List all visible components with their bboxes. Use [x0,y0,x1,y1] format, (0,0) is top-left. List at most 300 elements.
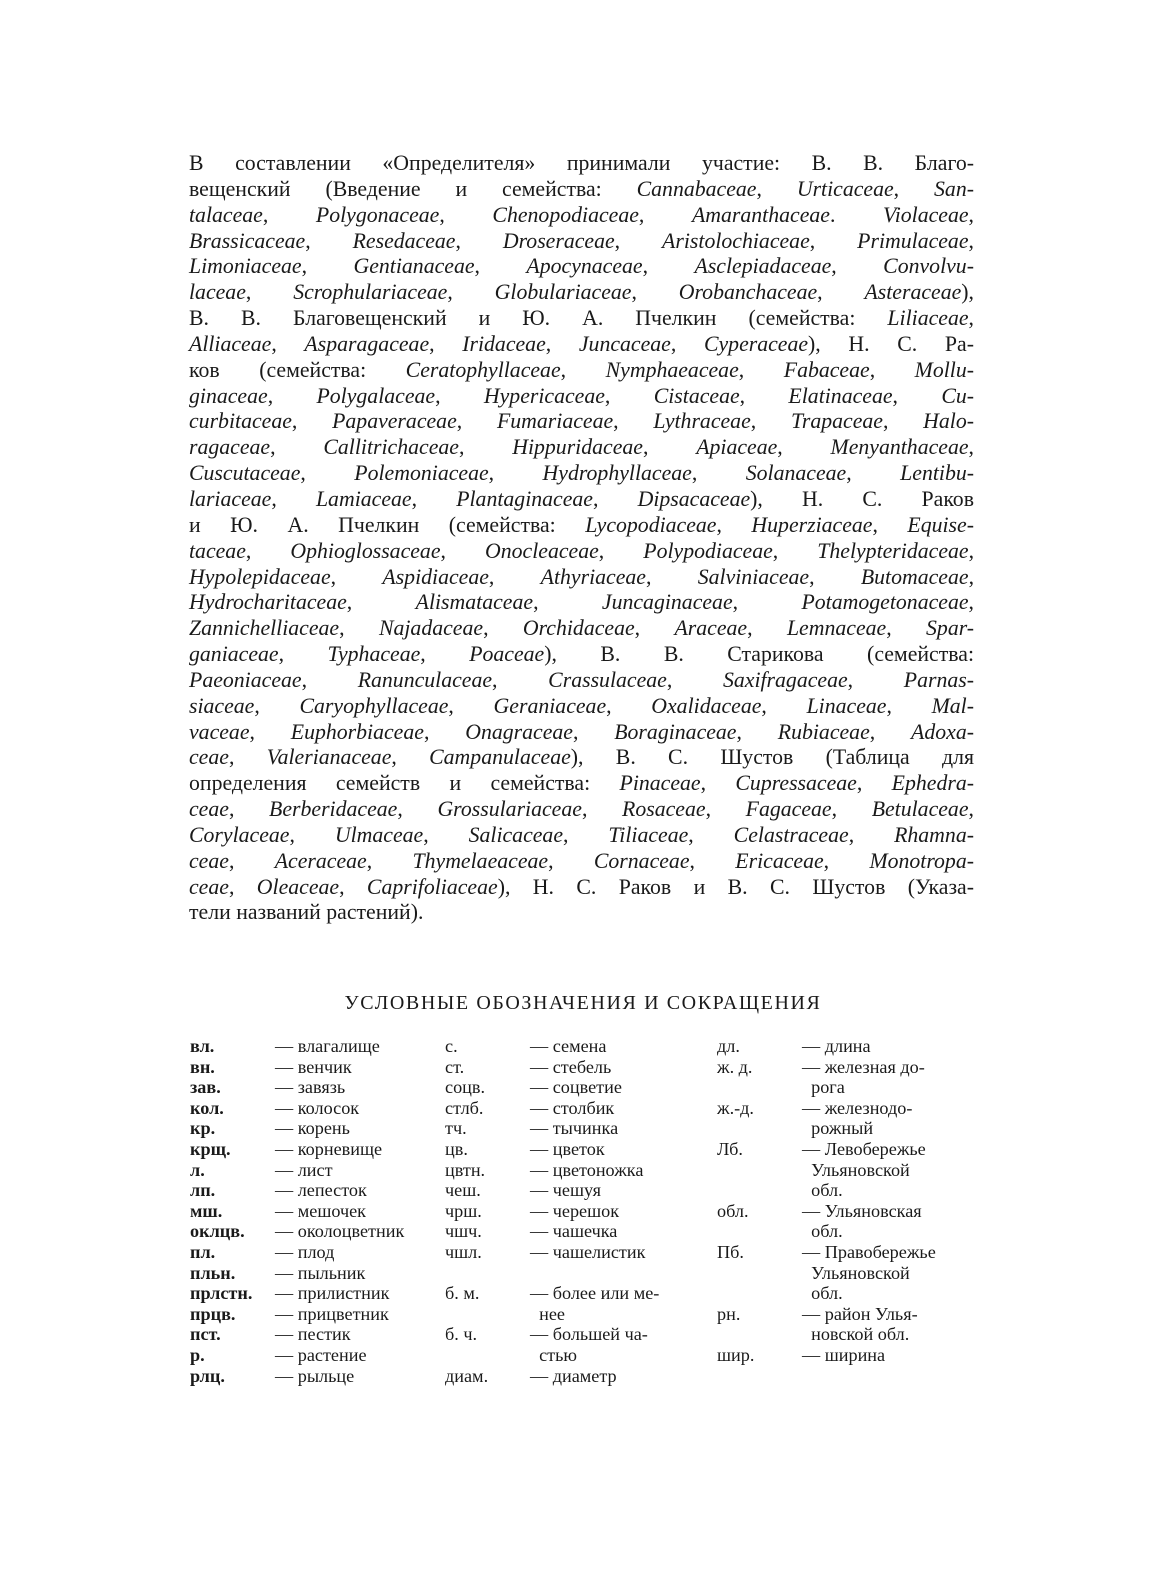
abbreviation-term [717,1160,802,1181]
paragraph-text: , [613,409,654,434]
family-name: Asteraceae [864,280,962,305]
paragraph-text: , [614,228,663,253]
paragraph-text: вещенский (Введение и семейства: [189,176,637,201]
abbreviation-meaning: — корень [275,1118,350,1139]
family-name: Ranunculaceae [357,667,493,692]
abbreviation-row [717,1098,970,1119]
paragraph-line [189,513,974,539]
family-name: Boraginaceae [614,719,737,744]
paragraph-text: , [228,874,257,899]
paragraph-line [189,177,974,203]
paragraph-line [189,797,974,823]
paragraph-text: , [882,409,924,434]
paragraph-text: , [634,616,675,641]
abbreviation-row [717,1242,970,1263]
paragraph-text: , [420,642,470,667]
paragraph-text: , [339,616,379,641]
paragraph-text: и Ю. А. Пчелкин (семейства: [189,512,586,537]
abbreviation-term: чшч. [445,1221,482,1242]
paragraph-text: , [968,590,974,615]
paragraph-text: , [563,822,609,847]
paragraph-text: , [761,693,807,718]
abbreviation-meaning: обл. [802,1180,843,1201]
paragraph-text: , [606,693,652,718]
paragraph-text: , [397,797,438,822]
abbreviation-row [190,1242,404,1263]
abbreviation-row [717,1160,970,1181]
family-name: Celastraceae [733,822,849,847]
paragraph-text: , [642,254,695,279]
family-name: ginaceae [189,383,268,408]
family-name: Hippuridaceae [512,435,643,460]
abbreviation-term: рн. [717,1303,741,1324]
family-name: Orchidaceae [522,616,635,641]
family-name: Rosaceae [622,797,706,822]
paragraph-text: , [886,693,932,718]
paragraph-text: , [305,228,353,253]
abbreviation-term: ст. [445,1056,465,1077]
paragraph-text: , [848,822,895,847]
paragraph-text: , [429,331,463,356]
paragraph-text: , [278,642,328,667]
paragraph-text: , [301,254,354,279]
family-name: Campanulaceae [429,745,571,770]
family-name: Brassicaceae [189,228,306,253]
paragraph-text: , [872,512,908,537]
abbreviation-meaning: — более или ме- [530,1283,660,1304]
abbreviation-term [717,1077,802,1098]
paragraph-text: , [705,797,746,822]
family-name: Dipsacaceae [637,486,751,511]
abbreviation-meaning: — чешуя [530,1180,601,1201]
abbreviation-meaning: — соцветие [530,1077,622,1098]
abbreviation-row [190,1180,404,1201]
family-name: Cistaceae [653,383,740,408]
paragraph-text: , [886,616,927,641]
family-name: talaceae [189,202,263,227]
paragraph-text: , [301,667,358,692]
family-name: Ericaceae [735,848,824,873]
family-name: Fagaceae [745,797,832,822]
abbreviation-term: прцв. [190,1303,236,1324]
abbreviation-meaning: — железная до- [802,1056,925,1077]
paragraph-text: , [300,461,355,486]
family-name: Hypericaceae [483,383,605,408]
paragraph-line [189,539,974,565]
family-name: Polemoniaceae [354,461,489,486]
abbreviation-term: тч. [445,1118,467,1139]
abbreviation-row [445,1057,659,1078]
abbreviation-row [190,1263,404,1284]
paragraph-text: В составлении «Определителя» принимали участие: В. В. Благо- [189,151,974,175]
paragraph-text: , [666,667,723,692]
paragraph-text: ), В. В. Старикова (семейства: [544,642,974,667]
abbreviation-meaning: — венчик [275,1056,352,1077]
abbreviation-term: лп. [190,1180,216,1201]
family-name: Solanaceae [745,461,847,486]
abbreviation-term [717,1180,802,1201]
abbreviation-term: мш. [190,1200,223,1221]
family-name: ceae [189,874,229,899]
paragraph-line [189,487,974,513]
paragraph-text: , [645,564,698,589]
paragraph-text: , [271,331,305,356]
abbreviation-row [717,1118,970,1139]
family-name: Cannabaceae [636,176,757,201]
abbreviation-meaning: — район Улья- [802,1303,918,1324]
abbreviation-meaning: — околоцветник [275,1221,405,1242]
abbreviation-meaning: — цветок [530,1138,605,1159]
paragraph-text: , [604,383,654,408]
abbreviation-term: дл. [717,1036,740,1056]
abbreviation-row [445,1324,659,1345]
paragraph-line [189,358,974,384]
abbreviations-column-1 [190,1036,404,1386]
family-name: Valerianaceae [266,745,392,770]
paragraph-text: , [856,771,892,796]
paragraph-line [189,384,974,410]
abbreviation-term: цвтн. [445,1159,486,1180]
abbreviation-term: Лб. [717,1138,743,1159]
abbreviation-meaning: — мешочек [275,1200,366,1221]
abbreviation-row [445,1263,659,1284]
paragraph-text: , [750,409,791,434]
family-name: Adoxa- [911,719,974,744]
abbreviation-meaning: — пестик [275,1324,351,1345]
paragraph-text: , [968,538,975,563]
abbreviation-term: шир. [717,1344,755,1365]
paragraph-text: , [545,331,579,356]
family-name: Zannichelliaceae [189,616,340,641]
family-name: Nymphaeaceae [605,357,739,382]
paragraph-text: , [254,693,300,718]
paragraph-text: , [262,202,316,227]
abbreviation-term: б. м. [445,1283,480,1304]
abbreviation-row [190,1366,404,1387]
abbreviation-row [445,1077,659,1098]
family-name: Gentianaceae [353,254,475,279]
family-name: Caprifoliaceae [366,874,498,899]
paragraph-text: , [869,719,912,744]
family-name: Urticaceae [796,176,894,201]
family-name: Linaceae [806,693,887,718]
abbreviation-meaning: — тычинка [530,1118,619,1139]
abbreviation-term: б. ч. [445,1324,478,1345]
abbreviation-meaning: нее [530,1303,565,1324]
family-name: Typhaceae [327,642,421,667]
family-name: Cuscutaceae [189,461,301,486]
paragraph-text: , [846,461,901,486]
paragraph-text: , [456,409,497,434]
family-name: Aspidiaceae [382,564,489,589]
paragraph-text: , [435,383,484,408]
family-name: Halo- [923,409,975,434]
family-name: Polypodiaceae [643,538,773,563]
family-name: Juncaceae [578,331,671,356]
family-name: Ulmaceae [334,822,424,847]
family-name: Limoniaceae [189,254,302,279]
family-name: Monotropa- [869,848,974,873]
family-name: Berberidaceae [269,797,398,822]
abbreviation-term [717,1118,802,1139]
family-name: Violaceae [883,202,969,227]
family-name: Orobanchaceae [678,280,818,305]
abbreviation-row [190,1304,404,1325]
family-name: Hypolepidaceae [189,564,331,589]
abbreviation-meaning: — цветоножка [530,1159,644,1180]
abbreviation-term: ж.-д. [717,1097,754,1118]
family-name: Cu- [941,383,975,408]
family-name: Polygonaceae [315,202,440,227]
paragraph-text: , [447,280,495,305]
family-name: Aristolochiaceae [662,228,810,253]
abbreviation-meaning: — лепесток [275,1180,367,1201]
paragraph-text: , [670,331,704,356]
family-name: Liliaceae [887,306,969,331]
family-name: Crassulaceae [548,667,667,692]
paragraph-text: , [968,435,974,460]
family-name: ceae [189,745,229,770]
paragraph-text: , [642,435,697,460]
family-name: ceae [189,797,229,822]
paragraph-text: , [455,228,503,253]
abbreviation-meaning: — стебель [530,1056,612,1077]
paragraph-text: , [756,176,797,201]
family-name: Plantaginaceae [456,486,593,511]
paragraph-text: , [777,435,831,460]
paragraph-text: , [423,822,469,847]
family-name: Fabaceae [783,357,870,382]
paragraph-line [189,409,974,435]
paragraph-text: , [330,564,383,589]
paragraph-text: , [747,616,787,641]
abbreviation-term: прлстн. [190,1283,253,1304]
family-name: Geraniaceae [493,693,607,718]
family-name: ragaceae [189,435,271,460]
abbreviation-meaning: — завязь [275,1077,346,1098]
paragraph-text: . [829,202,883,227]
abbreviation-meaning: — пыльник [275,1262,366,1283]
paragraph-line [189,668,974,694]
contributors-paragraph [189,151,974,926]
paragraph-line [189,229,974,255]
abbreviation-row [445,1304,659,1325]
abbreviation-meaning: новской обл. [802,1324,910,1345]
paragraph-text: , [533,590,602,615]
family-name: Lemnaceae [786,616,887,641]
paragraph-text: , [245,538,291,563]
paragraph-text: , [572,719,615,744]
family-name: Najadaceae [378,616,484,641]
paragraph-text: , [474,254,527,279]
paragraph-text: , [228,848,275,873]
paragraph-text: , [968,564,975,589]
paragraph-text: , [289,822,335,847]
family-name: Aceraceae [274,848,367,873]
paragraph-text: , [823,848,870,873]
family-name: Spar- [926,616,975,641]
abbreviation-row [717,1139,970,1160]
paragraph-text: , [439,202,493,227]
paragraph-text: , [411,486,457,511]
abbreviation-meaning: — ширина [802,1344,886,1365]
abbreviations-column-2 [445,1036,659,1386]
paragraph-text: , [691,461,746,486]
abbreviation-row [445,1118,659,1139]
family-name: Hydrophyllaceae [542,461,692,486]
paragraph-text: , [228,745,267,770]
abbreviation-row [717,1324,970,1345]
family-name: Mollu- [914,357,974,382]
paragraph-text: , [245,280,294,305]
family-name: Cornaceae [593,848,690,873]
family-name: Thymelaeaceae [412,848,549,873]
family-name: taceae [189,538,246,563]
family-name: Pinaceae [619,771,701,796]
family-name: Hydrocharitaceae [189,590,347,615]
abbreviation-meaning: — чашелистик [530,1241,646,1262]
abbreviation-term: вн. [190,1056,215,1077]
paragraph-text: , [339,874,367,899]
abbreviation-row [190,1098,404,1119]
abbreviation-meaning: — длина [802,1036,871,1056]
abbreviation-meaning: — черешок [530,1200,620,1221]
abbreviation-row [190,1139,404,1160]
family-name: Grossulariaceae [437,797,582,822]
abbreviation-row [717,1221,970,1242]
abbreviation-row [717,1180,970,1201]
paragraph-line [189,771,974,797]
abbreviation-row [717,1057,970,1078]
paragraph-text: , [732,590,802,615]
family-name: Cyperaceae [703,331,809,356]
paragraph-text: , [893,176,935,201]
paragraph-line [189,435,974,461]
paragraph-text: , [458,435,513,460]
family-name: Lythraceae [653,409,751,434]
paragraph-text: , [391,745,430,770]
paragraph-line [189,280,974,306]
family-name: Onocleaceae [485,538,599,563]
abbreviation-row [445,1180,659,1201]
paragraph-line [189,849,974,875]
paragraph-text: , [689,848,736,873]
paragraph-text: тели названий растений). [189,900,424,925]
abbreviation-row [190,1283,404,1304]
paragraph-text: , [267,383,317,408]
family-name: Elatinaceae [788,383,893,408]
family-name: vaceae [189,719,250,744]
abbreviation-meaning: обл. [802,1221,843,1242]
paragraph-text: ), Н. С. Ра- [808,331,974,356]
paragraph-text: , [968,306,974,331]
abbreviation-row [445,1345,659,1366]
family-name: curbitaceae [189,409,292,434]
family-name: Salicaceae [468,822,563,847]
family-name: Papaveraceae [332,409,457,434]
family-name: Oxalidaceae [651,693,762,718]
paragraph-text: , [548,848,594,873]
abbreviation-row [717,1263,970,1284]
paragraph-text: , [492,667,549,692]
family-name: Oleaceae [256,874,340,899]
family-name: Saxifragaceae [722,667,848,692]
family-name: Huperziaceae [751,512,873,537]
family-name: Araceae [674,616,748,641]
paragraph-text: , [488,564,541,589]
paragraph-line [189,900,974,926]
paragraph-line [189,306,974,332]
abbreviation-row [190,1036,404,1057]
abbreviation-meaning: — лист [275,1159,333,1180]
paragraph-text: ), [961,280,975,305]
family-name: Thelypteridaceae [817,538,969,563]
family-name: Apiaceae [696,435,778,460]
family-name: Apocynaceae [526,254,643,279]
abbreviation-row [717,1077,970,1098]
abbreviation-meaning: рожный [802,1118,874,1139]
paragraph-line [189,203,974,229]
paragraph-text: , [968,202,974,227]
paragraph-text: , [847,667,904,692]
abbreviation-meaning: — рыльце [275,1365,355,1386]
family-name: Parnas- [903,667,975,692]
abbreviation-row [445,1139,659,1160]
family-name: Equise- [907,512,974,537]
abbreviation-meaning: — большей ча- [530,1324,648,1345]
abbreviation-row [190,1118,404,1139]
abbreviation-meaning: — влагалище [275,1036,380,1056]
paragraph-line [189,565,974,591]
abbreviation-term: крщ. [190,1138,231,1159]
family-name: Potamogetonaceae [801,590,969,615]
paragraph-text: , [270,435,324,460]
abbreviation-meaning: — столбик [530,1097,615,1118]
family-name: Scrophulariaceae [293,280,448,305]
paragraph-text: , [736,719,778,744]
family-name: Convolvu- [883,254,974,279]
abbreviations-heading: УСЛОВНЫЕ ОБОЗНАЧЕНИЯ И СОКРАЩЕНИЯ [344,992,822,1014]
paragraph-text: , [598,538,644,563]
family-name: Betulaceae [871,797,969,822]
family-name: Ceratophyllaceae [405,357,561,382]
paragraph-text: , [809,228,858,253]
abbreviation-meaning: — прицветник [275,1303,389,1324]
abbreviation-row [445,1366,659,1387]
abbreviation-term [445,1263,530,1284]
abbreviation-term: пл. [190,1241,216,1262]
paragraph-line [189,151,974,177]
paragraph-text: , [809,564,861,589]
family-name: Callitrichaceae [323,435,459,460]
family-name: Asclepiadaceae [694,254,832,279]
paragraph-text: , [448,693,494,718]
abbreviation-term [717,1324,802,1345]
paragraph-text: , [249,719,291,744]
family-name: Primulaceae [857,228,969,253]
abbreviation-row [190,1345,404,1366]
paragraph-text: , [592,486,638,511]
paragraph-text: , [739,383,789,408]
abbreviation-meaning: — Правобережье [802,1241,936,1262]
paragraph-line [189,590,974,616]
family-name: Trapaceae [790,409,883,434]
family-name: laceae [189,280,246,305]
family-name: Ophioglossaceae [290,538,441,563]
paragraph-text: , [483,616,523,641]
abbreviation-row [190,1160,404,1181]
abbreviation-meaning: — растение [275,1344,367,1365]
